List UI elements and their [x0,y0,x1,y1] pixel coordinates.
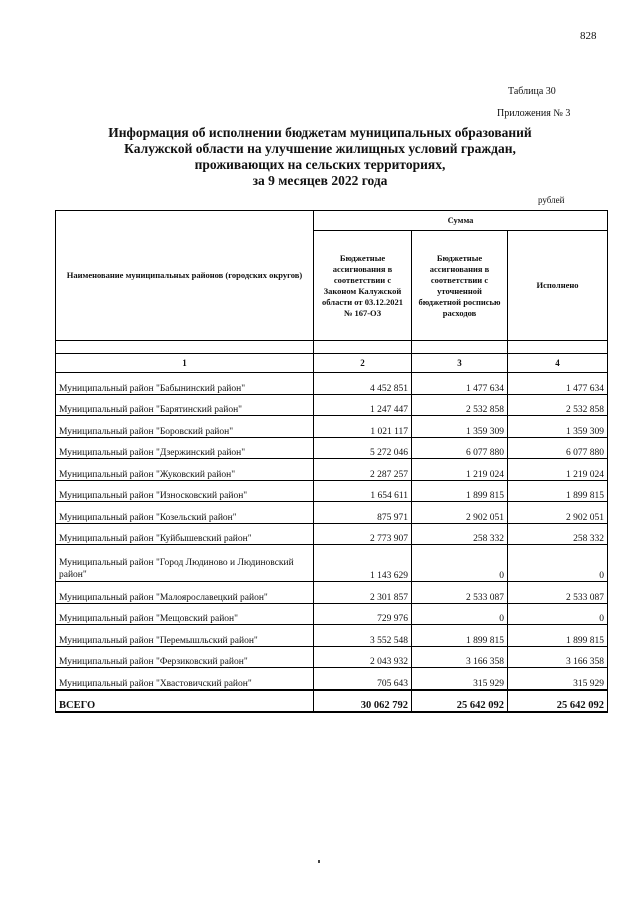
updated-value: 1 219 024 [412,459,508,481]
executed-value: 1 477 634 [508,373,608,395]
header-updated: Бюджетные ассигнования в соответствии с уточненной бюджетной росписью расходов [412,231,508,341]
title-line: проживающих на сельских территориях, [194,157,446,172]
header-executed: Исполнено [508,231,608,341]
executed-value: 6 077 880 [508,437,608,459]
title-line: Калужской области на улучшение жилищных условий граждан, [124,141,516,156]
updated-value: 2 902 051 [412,502,508,524]
updated-value: 1 359 309 [412,416,508,438]
executed-value: 1 359 309 [508,416,608,438]
executed-value: 315 929 [508,668,608,690]
updated-value: 2 532 858 [412,394,508,416]
table-row [56,582,608,604]
title-line: Информация об исполнении бюджетам муниципальных образований [108,125,532,140]
total-law: 30 062 792 [314,690,412,712]
updated-value: 6 077 880 [412,437,508,459]
law-value: 729 976 [314,603,412,625]
column-number: 4 [508,354,608,373]
total-label: ВСЕГО [56,690,314,712]
updated-value: 258 332 [412,523,508,545]
district-name: Муниципальный район "Бабынинский район" [56,373,314,395]
executed-value: 1 899 815 [508,480,608,502]
column-number: 3 [412,354,508,373]
table-row [56,523,608,545]
updated-value: 315 929 [412,668,508,690]
total-executed: 25 642 092 [508,690,608,712]
executed-value: 2 902 051 [508,502,608,524]
header-sum: Сумма [314,211,608,231]
law-value: 2 301 857 [314,582,412,604]
table-row [56,394,608,416]
document-title [40,125,600,189]
table-row [56,416,608,438]
district-name: Муниципальный район "Хвастовичский район" [56,668,314,690]
table-number: Таблица 30 [508,86,556,97]
appendix-label: Приложения № 3 [497,108,571,119]
table-row [56,373,608,395]
spacer-cell [56,341,314,354]
table-row [56,545,608,582]
law-value: 1 021 117 [314,416,412,438]
spacer-cell [412,341,508,354]
updated-value: 3 166 358 [412,646,508,668]
header-law: Бюджетные ассигнования в соответствии с Законом Калужской области от 03.12.2021 № 167-ОЗ [314,231,412,341]
column-number: 1 [56,354,314,373]
updated-value: 0 [412,603,508,625]
updated-value: 0 [412,545,508,582]
executed-value: 1 219 024 [508,459,608,481]
district-name: Муниципальный район "Козельский район" [56,502,314,524]
executed-value: 258 332 [508,523,608,545]
district-name: Муниципальный район "Ферзиковский район" [56,646,314,668]
law-value: 4 452 851 [314,373,412,395]
district-name: Муниципальный район "Боровский район" [56,416,314,438]
table-row [56,646,608,668]
table-row [56,625,608,647]
scan-speck [318,860,320,863]
district-name: Муниципальный район "Город Людиново и Людиновский район" [56,545,314,582]
updated-value: 2 533 087 [412,582,508,604]
header-name: Наименование муниципальных районов (городских округов) [56,211,314,341]
column-number: 2 [314,354,412,373]
law-value: 875 971 [314,502,412,524]
law-value: 1 143 629 [314,545,412,582]
executed-value: 0 [508,545,608,582]
law-value: 3 552 548 [314,625,412,647]
district-name: Муниципальный район "Куйбышевский район" [56,523,314,545]
table-row [56,603,608,625]
executed-value: 3 166 358 [508,646,608,668]
district-name: Муниципальный район "Мещовский район" [56,603,314,625]
law-value: 2 773 907 [314,523,412,545]
updated-value: 1 899 815 [412,480,508,502]
district-name: Муниципальный район "Перемышльский район" [56,625,314,647]
spacer-cell [508,341,608,354]
district-name: Муниципальный район "Износковский район" [56,480,314,502]
executed-value: 2 533 087 [508,582,608,604]
table-row [56,459,608,481]
law-value: 2 043 932 [314,646,412,668]
updated-value: 1 477 634 [412,373,508,395]
spacer-cell [314,341,412,354]
law-value: 1 247 447 [314,394,412,416]
district-name: Муниципальный район "Малоярославецкий район" [56,582,314,604]
table-row [56,502,608,524]
table-row [56,668,608,690]
district-name: Муниципальный район "Барятинский район" [56,394,314,416]
district-name: Муниципальный район "Жуковский район" [56,459,314,481]
executed-value: 1 899 815 [508,625,608,647]
title-line: за 9 месяцев 2022 года [252,173,388,188]
units-label: рублей [538,195,565,205]
executed-value: 0 [508,603,608,625]
law-value: 1 654 611 [314,480,412,502]
executed-value: 2 532 858 [508,394,608,416]
district-name: Муниципальный район "Дзержинский район" [56,437,314,459]
total-updated: 25 642 092 [412,690,508,712]
law-value: 5 272 046 [314,437,412,459]
table-row [56,480,608,502]
budget-table [55,210,608,713]
updated-value: 1 899 815 [412,625,508,647]
law-value: 705 643 [314,668,412,690]
total-row [56,690,608,712]
page-number: 828 [580,30,597,42]
law-value: 2 287 257 [314,459,412,481]
table-row [56,437,608,459]
